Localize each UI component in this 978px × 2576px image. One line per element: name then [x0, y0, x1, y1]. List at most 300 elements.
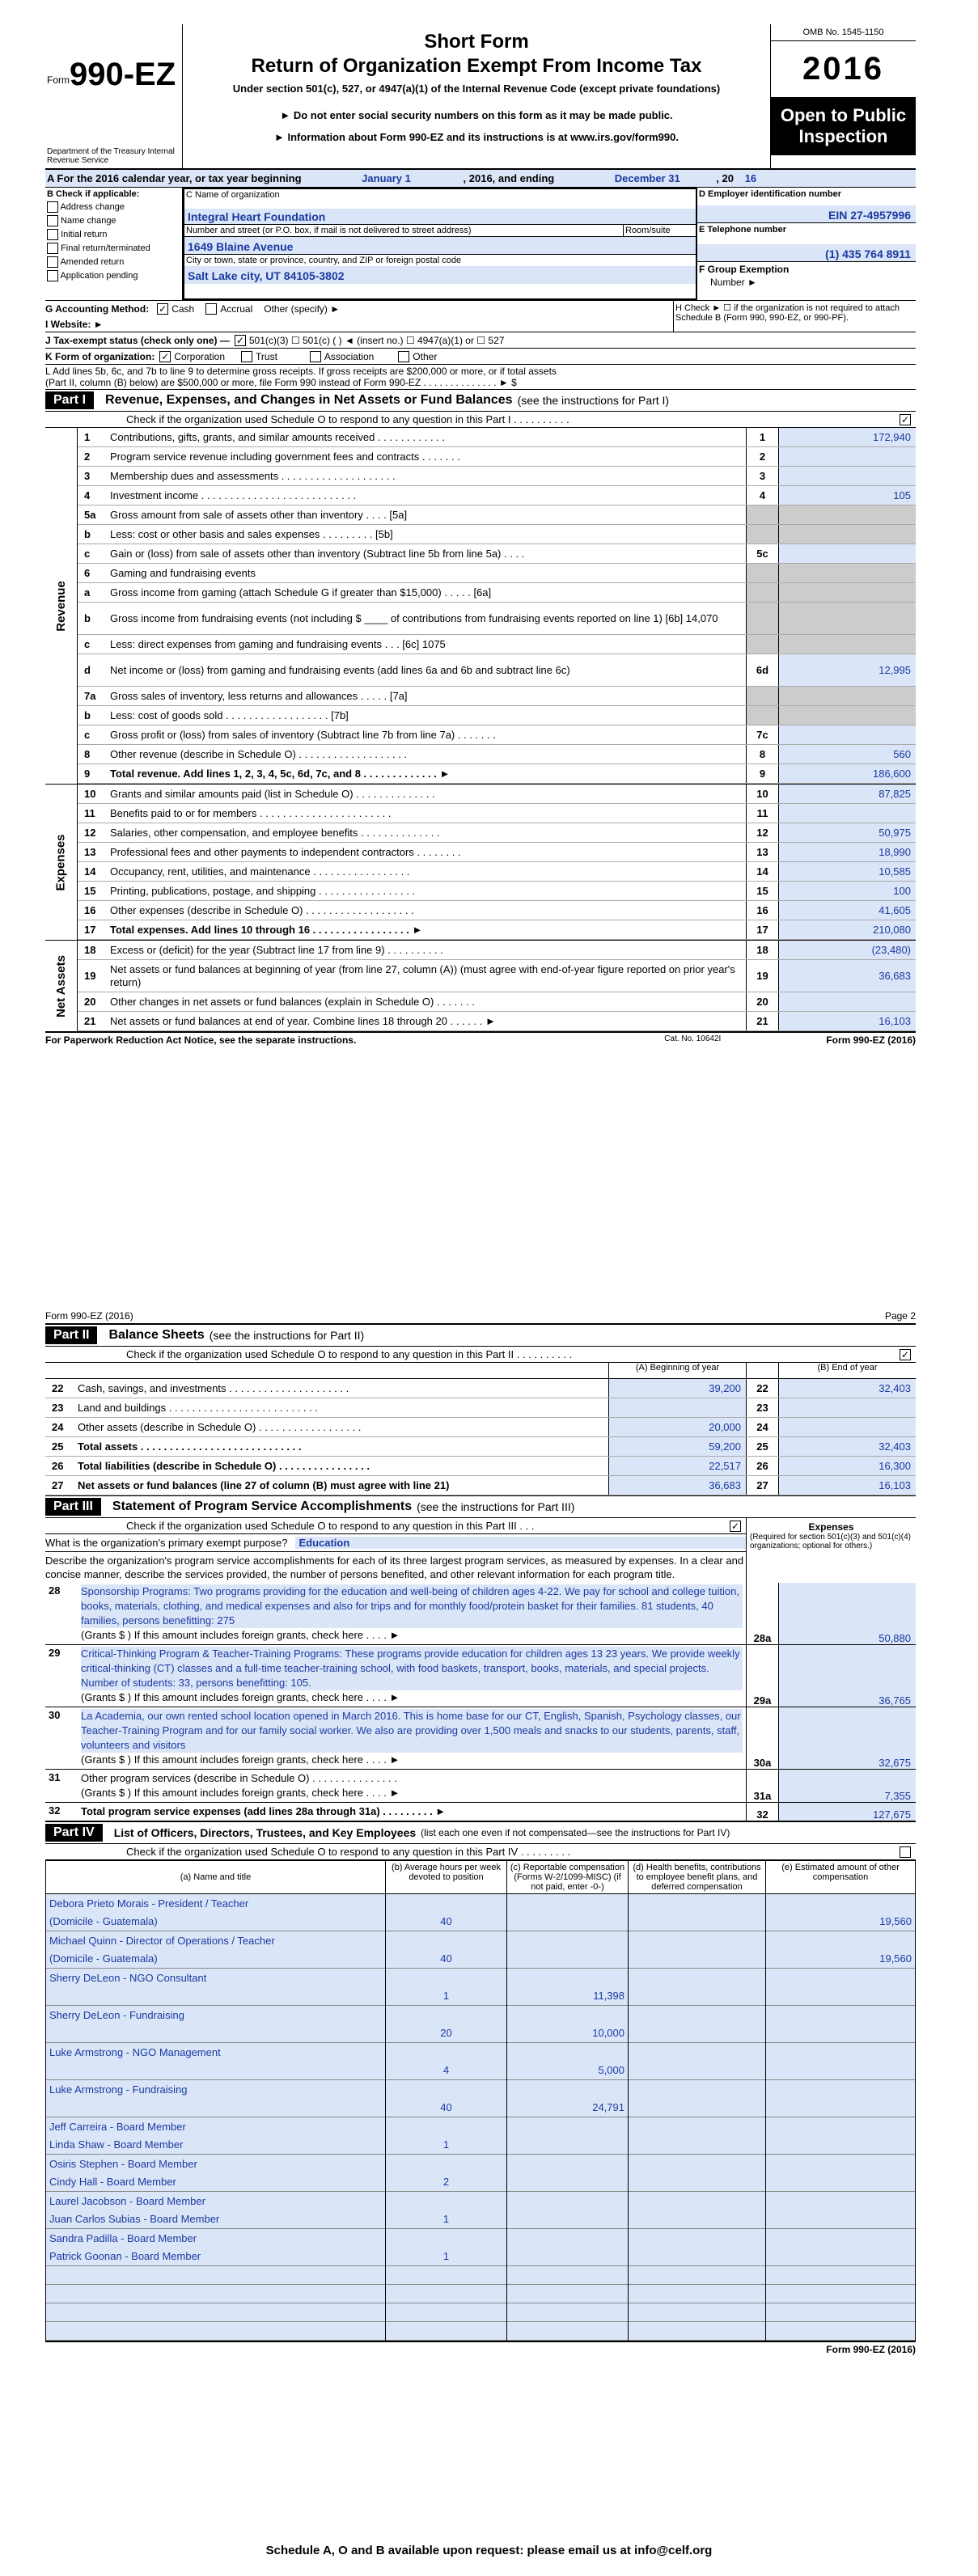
officer-cell-a[interactable]: Laurel Jacobson - Board Member — [46, 2192, 386, 2210]
page-number: Page 2 — [884, 1310, 916, 1322]
officer-cell-b[interactable]: 1 — [386, 1987, 507, 2006]
line-number: 4 — [84, 489, 91, 501]
col-b-amount[interactable]: 16,103 — [778, 1476, 916, 1495]
balance-line: 27 Net assets or fund balances (line 27 of column (B) must agree with line 21) 36,683 27 16,103 — [45, 1476, 916, 1495]
officer-cell-b[interactable]: 40 — [386, 2099, 507, 2117]
line-number: 3 — [84, 470, 91, 482]
officer-cell-b[interactable] — [386, 2080, 507, 2099]
officer-cell-a[interactable]: Sherry DeLeon - Fundraising — [46, 2006, 386, 2024]
th-hours: (b) Average hours per week devoted to position — [386, 1861, 507, 1894]
ein-block — [697, 188, 916, 300]
line-amount[interactable] — [778, 706, 916, 725]
form-line — [78, 960, 916, 992]
officer-cell-b[interactable] — [386, 1969, 507, 1987]
street-field[interactable]: 1649 Blaine Avenue — [184, 237, 696, 255]
program-line: 29 Critical-Thinking Program & Teacher-Training Programs: These programs provide education for children ages 13 23 years. We provide weekly critical-thinking (CT) classes and a full-time teacher-training school, with food baskets, transport, books, materials, and special projects. Number of students: 33, persons benefitting: 105. (Grants $ ) If this amount includes foreign grants, check here . . . . ► 29a 36,765 — [45, 1645, 916, 1707]
form-id-block — [45, 24, 183, 168]
part2-check-text: Check if the organization used Schedule O to respond to any question in this Part II . . . . . . . . . . — [126, 1348, 573, 1360]
page1-footer — [45, 1034, 916, 1046]
trust-checkbox[interactable] — [241, 351, 252, 362]
page2-header — [45, 1310, 916, 1325]
b-option[interactable]: Amended return — [47, 256, 180, 268]
line-amount[interactable] — [778, 992, 916, 1011]
line-amount[interactable] — [778, 525, 916, 544]
trust-label: Trust — [256, 350, 277, 362]
officer-cell-c[interactable] — [507, 2229, 629, 2248]
officer-cell-a[interactable] — [46, 2285, 386, 2303]
b-option[interactable]: Application pending — [47, 270, 180, 281]
line-box — [746, 583, 778, 602]
officer-cell-d[interactable] — [629, 2266, 766, 2285]
balance-line: 24 Other assets (describe in Schedule O) . . . . . . . . . . . . . . . . . . 20,000 24 — [45, 1418, 916, 1437]
officer-cell-e[interactable] — [766, 2155, 916, 2173]
officer-cell-a[interactable]: Sherry DeLeon - NGO Consultant — [46, 1969, 386, 1987]
officer-cell-b[interactable] — [386, 2117, 507, 2136]
col-a-amount[interactable]: 36,683 — [608, 1476, 746, 1495]
line-box: 11 — [746, 804, 778, 823]
program-amount[interactable]: 32,675 — [778, 1707, 916, 1769]
officer-cell-e[interactable] — [766, 1931, 916, 1950]
officer-cell-e[interactable] — [766, 2006, 916, 2024]
officer-cell-d[interactable] — [629, 2080, 766, 2099]
part1-header — [45, 390, 916, 412]
officer-cell-d[interactable] — [629, 2303, 766, 2322]
line-box: 2 — [746, 447, 778, 466]
line-j — [45, 332, 916, 349]
ein-field[interactable]: EIN 27-4957996 — [697, 205, 916, 223]
purpose-field[interactable]: Education — [295, 1537, 746, 1549]
line-amount[interactable]: 186,600 — [778, 764, 916, 783]
line-amount[interactable]: (23,480) — [778, 941, 916, 959]
officer-cell-c[interactable] — [507, 2173, 629, 2192]
street-label: Number and street (or P.O. box, if mail is not delivered to street address) — [186, 226, 472, 235]
line-description: Less: cost or other basis and sales expenses . . . . . . . . . [5b] — [110, 528, 393, 540]
officer-cell-b[interactable] — [386, 2285, 507, 2303]
bullet-info: ► Information about Form 990-EZ and its instructions is at www.irs.gov/form990. — [274, 131, 679, 143]
officer-cell-a[interactable]: Debora Prieto Morais - President / Teacher — [46, 1894, 386, 1913]
part4-tag: Part IV — [45, 1824, 103, 1842]
part2-schedule-o-checkbox[interactable]: ✓ — [900, 1348, 910, 1360]
expenses-note: (Required for section 501(c)(3) and 501(c)(4) organizations; optional for others.) — [750, 1533, 911, 1550]
program-description[interactable]: Sponsorship Programs: Two programs providing for the education and well-being of children ages 4-22. We pay for school and college tuition, books, materials, clothing, and medical expenses and also for trips and for monthly food/protein basket for their families. 81 students, 40 families, persons benefitting: 275 — [81, 1584, 743, 1628]
form-footer-id-2: Form 990-EZ (2016) — [826, 2344, 916, 2355]
officer-cell-d[interactable] — [629, 2099, 766, 2117]
officer-cell-b[interactable]: 4 — [386, 2062, 507, 2080]
officer-cell-a[interactable]: (Domicile - Guatemala) — [46, 1913, 386, 1931]
part3-schedule-o-checkbox[interactable]: ✓ — [730, 1520, 740, 1532]
officer-cell-b[interactable] — [386, 2303, 507, 2322]
form-line — [78, 992, 916, 1012]
form-line — [78, 447, 916, 467]
officer-cell-d[interactable] — [629, 2136, 766, 2155]
officer-cell-c[interactable] — [507, 2285, 629, 2303]
assoc-label: Association — [324, 350, 375, 362]
g-label: G Accounting Method: — [45, 303, 150, 315]
line-amount[interactable] — [778, 804, 916, 823]
col-a-amount[interactable]: 59,200 — [608, 1437, 746, 1456]
grants-line: (Grants $ ) If this amount includes foreign grants, check here . . . . ► — [81, 1753, 400, 1766]
officer-cell-e[interactable] — [766, 2266, 916, 2285]
officer-row — [46, 2322, 916, 2341]
officer-cell-c[interactable] — [507, 2266, 629, 2285]
officer-cell-c[interactable] — [507, 2006, 629, 2024]
officer-cell-c[interactable] — [507, 1913, 629, 1931]
officer-cell-e[interactable] — [766, 2229, 916, 2248]
expenses-section — [45, 784, 916, 940]
officer-cell-d[interactable] — [629, 2024, 766, 2043]
corporation-checkbox[interactable]: ✓ — [161, 350, 170, 362]
officer-cell-b[interactable]: 40 — [386, 1950, 507, 1969]
officer-cell-b[interactable] — [386, 2043, 507, 2062]
balance-line: 25 Total assets . . . . . . . . . . . . . . . . . . . . . . . . . . . . 59,200 25 32,403 — [45, 1437, 916, 1457]
officer-cell-c[interactable] — [507, 2043, 629, 2062]
begin-date-field[interactable]: January 1 — [326, 172, 447, 184]
net-asset-lines — [78, 941, 916, 1031]
part1-tag: Part I — [45, 391, 94, 409]
officer-row — [46, 1894, 916, 1913]
association-checkbox[interactable] — [310, 351, 321, 362]
officer-cell-b[interactable]: 1 — [386, 2248, 507, 2266]
officer-cell-a[interactable]: Luke Armstrong - NGO Management — [46, 2043, 386, 2062]
col-b-amount[interactable] — [778, 1418, 916, 1436]
officer-cell-c[interactable] — [507, 1894, 629, 1913]
part4-sub: (list each one even if not compensated—see the instructions for Part IV) — [421, 1827, 730, 1838]
officer-cell-b[interactable]: 2 — [386, 2173, 507, 2192]
officer-cell-d[interactable] — [629, 1987, 766, 2006]
officer-cell-b[interactable]: 40 — [386, 1913, 507, 1931]
line-box: 6d — [746, 654, 778, 686]
officer-cell-c[interactable] — [507, 2136, 629, 2155]
end-date-field[interactable]: December 31 — [586, 172, 708, 184]
part4-check-text: Check if the organization used Schedule O to respond to any question in this Part IV . . . . . . . . . — [126, 1846, 571, 1858]
program-description[interactable]: La Academia, our own rented school location opened in March 2016. This is home base for our CT, English, Spanish, Psychology classes, our Teacher-Training Program and for our family social worker. We also are providing over 1,500 meals and snacks to our students, parents, staff, volunteers and visitors — [81, 1709, 743, 1753]
cash-label: Cash — [171, 303, 195, 315]
officer-cell-b[interactable] — [386, 1931, 507, 1950]
purpose-row — [45, 1534, 746, 1552]
officer-cell-b[interactable] — [386, 2229, 507, 2248]
form-line — [78, 428, 916, 447]
room-label: Room/suite — [623, 225, 696, 236]
officer-cell-d[interactable] — [629, 2285, 766, 2303]
program-amount[interactable]: 36,765 — [778, 1645, 916, 1707]
form-line — [78, 687, 916, 706]
line-number: 8 — [84, 748, 91, 760]
officer-cell-d[interactable] — [629, 1913, 766, 1931]
officer-cell-c[interactable]: 5,000 — [507, 2062, 629, 2080]
officer-cell-d[interactable] — [629, 2210, 766, 2229]
officer-row — [46, 2080, 916, 2099]
col-b-amount[interactable]: 32,403 — [778, 1379, 916, 1398]
officer-cell-c[interactable] — [507, 1931, 629, 1950]
officer-cell-c[interactable] — [507, 2117, 629, 2136]
tax-year: 2016 — [802, 51, 884, 87]
officer-cell-a[interactable] — [46, 2303, 386, 2322]
officer-cell-d[interactable] — [629, 2248, 766, 2266]
officer-cell-d[interactable] — [629, 2322, 766, 2341]
line-amount[interactable] — [778, 603, 916, 634]
line-box: 15 — [746, 882, 778, 900]
officer-row — [46, 2266, 916, 2285]
line-l — [45, 365, 916, 390]
officer-cell-e[interactable] — [766, 2080, 916, 2099]
officer-cell-a[interactable]: Jeff Carreira - Board Member — [46, 2117, 386, 2136]
line-number: 12 — [84, 827, 96, 839]
line-amount[interactable]: 50,975 — [778, 823, 916, 842]
form-line — [78, 725, 916, 745]
e-label: E Telephone number — [699, 225, 786, 235]
l-text-2: (Part II, column (B) below) are $500,000 or more, file Form 990 instead of Form 990-EZ . . . . . . . . . . . . . . ► $ — [45, 377, 517, 388]
line-amount[interactable]: 18,990 — [778, 843, 916, 861]
officer-cell-d[interactable] — [629, 2006, 766, 2024]
th-name: (a) Name and title — [46, 1861, 386, 1894]
program-amount[interactable]: 50,880 — [778, 1583, 916, 1644]
line-amount[interactable] — [778, 583, 916, 602]
line-amount[interactable] — [778, 635, 916, 654]
officer-cell-b[interactable] — [386, 2322, 507, 2341]
officer-cell-d[interactable] — [629, 1950, 766, 1969]
line-amount[interactable]: 41,605 — [778, 901, 916, 920]
officer-cell-d[interactable] — [629, 1969, 766, 1987]
officer-row — [46, 2043, 916, 2062]
officer-cell-d[interactable] — [629, 1931, 766, 1950]
line-amount[interactable]: 560 — [778, 745, 916, 763]
line-number: 20 — [84, 996, 96, 1008]
col-b-amount[interactable] — [778, 1398, 916, 1417]
bullet-ssn: ► Do not enter social security numbers on this form as it may be made public. — [280, 109, 673, 121]
form-header — [45, 24, 916, 170]
officer-cell-b[interactable] — [386, 2192, 507, 2210]
net-assets-side-label: Net Assets — [45, 941, 78, 1031]
balance-line: 26 Total liabilities (describe in Schedule O) . . . . . . . . . . . . . . . . 22,517 26 16,300 — [45, 1457, 916, 1476]
paperwork-notice: For Paperwork Reduction Act Notice, see the separate instructions. — [45, 1034, 357, 1046]
accrual-label: Accrual — [220, 303, 253, 315]
line-description: Investment income . . . . . . . . . . . . . . . . . . . . . . . . . . . — [110, 489, 357, 501]
b-option[interactable]: Initial return — [47, 229, 180, 240]
i-label: I Website: ► — [45, 319, 104, 330]
col-b-amount[interactable]: 16,300 — [778, 1457, 916, 1475]
b-option[interactable]: Address change — [47, 201, 180, 213]
line-31-amount[interactable]: 7,355 — [778, 1770, 916, 1802]
officer-cell-d[interactable] — [629, 2117, 766, 2136]
501c3-checkbox[interactable]: ✓ — [235, 334, 244, 346]
officer-cell-e[interactable] — [766, 2248, 916, 2266]
officer-cell-e[interactable]: 19,560 — [766, 1913, 916, 1931]
other-org-checkbox[interactable] — [398, 351, 409, 362]
th-benefits: (d) Health benefits, contributions to employee benefit plans, and deferred compensation — [629, 1861, 766, 1894]
line-amount[interactable]: 87,825 — [778, 785, 916, 803]
line-32-amount[interactable]: 127,675 — [778, 1803, 916, 1821]
other-method-label: Other (specify) ► — [264, 303, 341, 315]
program-description[interactable]: Critical-Thinking Program & Teacher-Training Programs: These programs provide education for children ages 13 23 years. We provide weekly critical-thinking (CT) classes and a full-time teacher-training school, with food baskets, transport, books, materials, and special projects. Number of students: 33, persons benefitting: 105. — [81, 1647, 743, 1690]
officer-cell-c[interactable] — [507, 2303, 629, 2322]
line-amount[interactable] — [778, 564, 916, 582]
officer-cell-e[interactable] — [766, 2024, 916, 2043]
line-box: 9 — [746, 764, 778, 783]
phone-field[interactable]: (1) 435 764 8911 — [697, 244, 916, 262]
form-line — [78, 583, 916, 603]
officer-cell-e[interactable] — [766, 2099, 916, 2117]
line-box: 5c — [746, 544, 778, 563]
officer-cell-b[interactable]: 1 — [386, 2210, 507, 2229]
line-amount[interactable]: 172,940 — [778, 428, 916, 446]
officer-cell-e[interactable] — [766, 2173, 916, 2192]
grants-line: (Grants $ ) If this amount includes foreign grants, check here . . . . ► — [81, 1629, 400, 1641]
officer-cell-a[interactable]: Luke Armstrong - Fundraising — [46, 2080, 386, 2099]
cash-checkbox[interactable]: ✓ — [159, 303, 167, 315]
officer-cell-b[interactable] — [386, 2155, 507, 2173]
city-field[interactable]: Salt Lake city, UT 84105-3802 — [184, 266, 696, 284]
b-option[interactable]: Name change — [47, 215, 180, 226]
line-amount[interactable]: 100 — [778, 882, 916, 900]
officer-cell-d[interactable] — [629, 2043, 766, 2062]
line-number: 13 — [84, 846, 96, 858]
j-options: 501(c)(3) ☐ 501(c) ( ) ◄ (insert no.) ☐ 4947(a)(1) or ☐ 527 — [248, 334, 505, 346]
officer-cell-c[interactable] — [507, 2248, 629, 2266]
officer-cell-d[interactable] — [629, 2062, 766, 2080]
officer-cell-c[interactable] — [507, 2322, 629, 2341]
balance-columns-header — [45, 1363, 916, 1379]
line-number: b — [84, 709, 91, 721]
line-amount[interactable]: 10,585 — [778, 862, 916, 881]
officer-cell-a[interactable]: Sandra Padilla - Board Member — [46, 2229, 386, 2248]
officer-cell-a[interactable] — [46, 2062, 386, 2080]
officer-cell-a[interactable]: (Domicile - Guatemala) — [46, 1950, 386, 1969]
line-box: 13 — [746, 843, 778, 861]
line-box: 14 — [746, 862, 778, 881]
officer-cell-d[interactable] — [629, 2192, 766, 2210]
officer-cell-a[interactable]: Osiris Stephen - Board Member — [46, 2155, 386, 2173]
line-amount[interactable] — [778, 467, 916, 485]
officer-cell-b[interactable] — [386, 1894, 507, 1913]
officer-cell-a[interactable]: Patrick Goonan - Board Member — [46, 2248, 386, 2266]
balance-sheet-lines — [45, 1379, 916, 1495]
officer-cell-e[interactable] — [766, 2117, 916, 2136]
part1-schedule-o-checkbox[interactable]: ✓ — [900, 413, 910, 425]
officer-cell-e[interactable] — [766, 2322, 916, 2341]
col-a-amount[interactable] — [608, 1398, 746, 1417]
part3-body — [45, 1518, 916, 1583]
officer-cell-e[interactable] — [766, 2285, 916, 2303]
part1-check-row — [45, 412, 916, 428]
line-box: 19 — [746, 960, 778, 992]
officer-cell-c[interactable] — [507, 1969, 629, 1987]
officer-cell-e[interactable] — [766, 2043, 916, 2062]
officer-cell-e[interactable]: 19,560 — [766, 1950, 916, 1969]
officer-cell-a[interactable] — [46, 2099, 386, 2117]
col-a-amount[interactable]: 22,517 — [608, 1457, 746, 1475]
line-amount[interactable] — [778, 447, 916, 466]
officer-cell-c[interactable] — [507, 2080, 629, 2099]
line-description: Contributions, gifts, grants, and similar amounts received . . . . . . . . . . . . — [110, 431, 446, 443]
officer-cell-c[interactable]: 11,398 — [507, 1987, 629, 2006]
officer-cell-d[interactable] — [629, 2155, 766, 2173]
line-amount[interactable]: 210,080 — [778, 920, 916, 939]
org-info-block — [45, 188, 916, 301]
officer-cell-e[interactable] — [766, 1894, 916, 1913]
line-number: 7a — [84, 690, 96, 702]
officer-cell-a[interactable]: Cindy Hall - Board Member — [46, 2173, 386, 2192]
officer-cell-a[interactable] — [46, 2322, 386, 2341]
form-line — [78, 823, 916, 843]
expenses-note-block — [746, 1518, 916, 1583]
line-description: Other expenses (describe in Schedule O) . . . . . . . . . . . . . . . . . . . — [110, 904, 414, 916]
col-a-amount[interactable]: 20,000 — [608, 1418, 746, 1436]
officer-cell-c[interactable] — [507, 2192, 629, 2210]
officer-cell-a[interactable]: Linda Shaw - Board Member — [46, 2136, 386, 2155]
part4-schedule-o-checkbox[interactable] — [900, 1846, 911, 1858]
officer-cell-e[interactable] — [766, 2192, 916, 2210]
officer-cell-e[interactable] — [766, 2210, 916, 2229]
officer-cell-a[interactable] — [46, 2266, 386, 2285]
officer-cell-a[interactable] — [46, 1987, 386, 2006]
officer-cell-d[interactable] — [629, 2173, 766, 2192]
form-footer-id: Form 990-EZ (2016) — [826, 1034, 916, 1046]
line-box: 1 — [746, 428, 778, 446]
officer-cell-e[interactable] — [766, 2062, 916, 2080]
officer-cell-a[interactable] — [46, 2024, 386, 2043]
officer-cell-c[interactable]: 24,791 — [507, 2099, 629, 2117]
line-amount[interactable] — [778, 687, 916, 705]
line-box: 10 — [746, 785, 778, 803]
officer-cell-b[interactable]: 1 — [386, 2136, 507, 2155]
end-year-field[interactable]: 16 — [739, 172, 763, 184]
line-number: c — [84, 638, 91, 650]
org-name-address-block — [183, 188, 697, 300]
line-amount[interactable] — [778, 725, 916, 744]
officer-cell-e[interactable] — [766, 2136, 916, 2155]
program-line: 30 La Academia, our own rented school location opened in March 2016. This is home base for our CT, English, Spanish, Psychology classes, our Teacher-Training Program and for our family social worker. We also are providing over 1,500 meals and snacks to our students, parents, staff, volunteers and visitors (Grants $ ) If this amount includes foreign grants, check here . . . . ► 30a 32,675 — [45, 1707, 916, 1770]
officer-cell-d[interactable] — [629, 2229, 766, 2248]
line-amount[interactable]: 12,995 — [778, 654, 916, 686]
officer-cell-c[interactable]: 10,000 — [507, 2024, 629, 2043]
officer-cell-c[interactable] — [507, 1950, 629, 1969]
col-b-amount[interactable]: 32,403 — [778, 1437, 916, 1456]
line-amount[interactable]: 16,103 — [778, 1012, 916, 1030]
line-amount[interactable] — [778, 505, 916, 524]
line-amount[interactable] — [778, 544, 916, 563]
form-number: 990-EZ — [70, 57, 176, 92]
line-31: 31 Other program services (describe in Schedule O) . . . . . . . . . . . . . . . (Grants $ ) If this amount includes foreign grants, check here . . . . ► 31a 7,355 — [45, 1770, 916, 1803]
org-name-field[interactable]: Integral Heart Foundation — [184, 209, 696, 225]
officer-cell-b[interactable]: 20 — [386, 2024, 507, 2043]
officer-cell-b[interactable] — [386, 2006, 507, 2024]
line-k — [45, 349, 916, 365]
officer-cell-c[interactable] — [507, 2155, 629, 2173]
line-amount[interactable]: 105 — [778, 486, 916, 505]
officer-cell-c[interactable] — [507, 2210, 629, 2229]
officer-row — [46, 2285, 916, 2303]
officer-cell-a[interactable]: Juan Carlos Subias - Board Member — [46, 2210, 386, 2229]
officer-row — [46, 2210, 916, 2229]
line-amount[interactable]: 36,683 — [778, 960, 916, 992]
officer-row — [46, 2136, 916, 2155]
officer-cell-e[interactable] — [766, 2303, 916, 2322]
page2-footer — [45, 2341, 916, 2355]
accrual-checkbox[interactable] — [205, 303, 217, 315]
col-a-amount[interactable]: 39,200 — [608, 1379, 746, 1398]
officer-cell-e[interactable] — [766, 1969, 916, 1987]
line-number: c — [84, 729, 91, 741]
b-option[interactable]: Final return/terminated — [47, 243, 180, 254]
officer-cell-b[interactable] — [386, 2266, 507, 2285]
officer-cell-a[interactable]: Michael Quinn - Director of Operations / Teacher — [46, 1931, 386, 1950]
officer-cell-d[interactable] — [629, 1894, 766, 1913]
line-description: Net income or (loss) from gaming and fundraising events (add lines 6a and 6b and subtract line 6c) — [110, 663, 570, 676]
cat-number: Cat. No. 10642I — [664, 1034, 722, 1043]
purpose-question: What is the organization's primary exempt purpose? — [45, 1537, 288, 1549]
expense-lines — [78, 785, 916, 940]
officer-cell-e[interactable] — [766, 1987, 916, 2006]
